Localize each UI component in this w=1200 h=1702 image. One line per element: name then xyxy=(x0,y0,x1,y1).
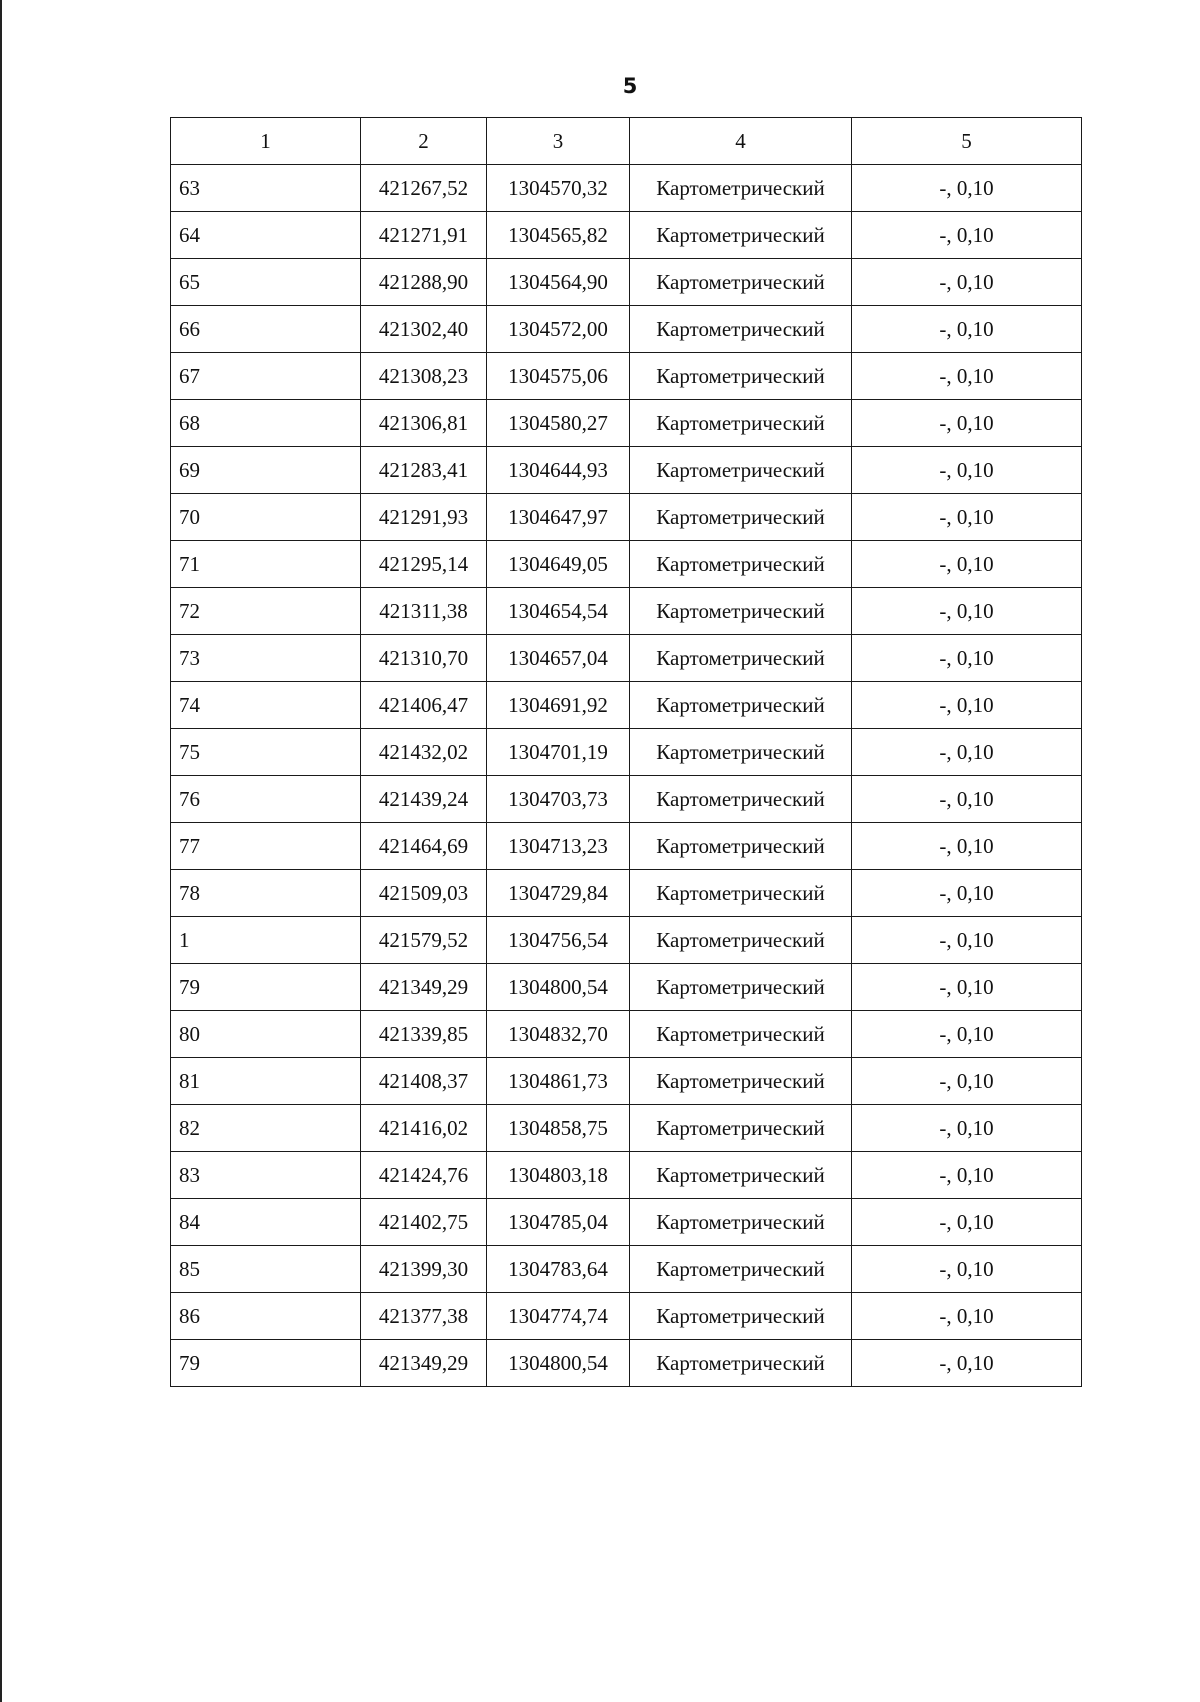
point-number-cell: 68 xyxy=(171,400,361,447)
method-cell: Картометрический xyxy=(630,353,852,400)
y-coordinate-cell: 1304647,97 xyxy=(487,494,630,541)
table-row xyxy=(171,165,1082,212)
method-cell: Картометрический xyxy=(630,165,852,212)
method-cell: Картометрический xyxy=(630,1011,852,1058)
accuracy-cell: -, 0,10 xyxy=(852,400,1082,447)
table-row xyxy=(171,964,1082,1011)
point-number-cell: 1 xyxy=(171,917,361,964)
accuracy-cell: -, 0,10 xyxy=(852,259,1082,306)
method-cell: Картометрический xyxy=(630,870,852,917)
accuracy-cell: -, 0,10 xyxy=(852,917,1082,964)
table-row xyxy=(171,917,1082,964)
method-cell: Картометрический xyxy=(630,776,852,823)
point-number-cell: 67 xyxy=(171,353,361,400)
point-number-cell: 71 xyxy=(171,541,361,588)
column-header: 4 xyxy=(630,118,852,165)
column-header: 3 xyxy=(487,118,630,165)
point-number-cell: 86 xyxy=(171,1293,361,1340)
accuracy-cell: -, 0,10 xyxy=(852,870,1082,917)
y-coordinate-cell: 1304803,18 xyxy=(487,1152,630,1199)
x-coordinate-cell: 421439,24 xyxy=(361,776,487,823)
accuracy-cell: -, 0,10 xyxy=(852,447,1082,494)
x-coordinate-cell: 421306,81 xyxy=(361,400,487,447)
method-cell: Картометрический xyxy=(630,729,852,776)
method-cell: Картометрический xyxy=(630,447,852,494)
point-number-cell: 75 xyxy=(171,729,361,776)
method-cell: Картометрический xyxy=(630,259,852,306)
y-coordinate-cell: 1304691,92 xyxy=(487,682,630,729)
method-cell: Картометрический xyxy=(630,494,852,541)
method-cell: Картометрический xyxy=(630,1152,852,1199)
table-row xyxy=(171,1293,1082,1340)
y-coordinate-cell: 1304565,82 xyxy=(487,212,630,259)
table-row xyxy=(171,729,1082,776)
accuracy-cell: -, 0,10 xyxy=(852,1058,1082,1105)
x-coordinate-cell: 421406,47 xyxy=(361,682,487,729)
table-row xyxy=(171,1340,1082,1387)
accuracy-cell: -, 0,10 xyxy=(852,1011,1082,1058)
method-cell: Картометрический xyxy=(630,541,852,588)
x-coordinate-cell: 421295,14 xyxy=(361,541,487,588)
point-number-cell: 69 xyxy=(171,447,361,494)
point-number-cell: 81 xyxy=(171,1058,361,1105)
x-coordinate-cell: 421464,69 xyxy=(361,823,487,870)
method-cell: Картометрический xyxy=(630,588,852,635)
accuracy-cell: -, 0,10 xyxy=(852,1199,1082,1246)
accuracy-cell: -, 0,10 xyxy=(852,823,1082,870)
method-cell: Картометрический xyxy=(630,635,852,682)
table-row xyxy=(171,494,1082,541)
table-row xyxy=(171,823,1082,870)
y-coordinate-cell: 1304858,75 xyxy=(487,1105,630,1152)
method-cell: Картометрический xyxy=(630,1199,852,1246)
x-coordinate-cell: 421349,29 xyxy=(361,1340,487,1387)
y-coordinate-cell: 1304649,05 xyxy=(487,541,630,588)
scan-edge xyxy=(0,0,2,1702)
table-row xyxy=(171,353,1082,400)
column-header: 2 xyxy=(361,118,487,165)
y-coordinate-cell: 1304800,54 xyxy=(487,1340,630,1387)
point-number-cell: 85 xyxy=(171,1246,361,1293)
method-cell: Картометрический xyxy=(630,1058,852,1105)
y-coordinate-cell: 1304654,54 xyxy=(487,588,630,635)
x-coordinate-cell: 421432,02 xyxy=(361,729,487,776)
table-row xyxy=(171,682,1082,729)
y-coordinate-cell: 1304580,27 xyxy=(487,400,630,447)
point-number-cell: 84 xyxy=(171,1199,361,1246)
column-header: 5 xyxy=(852,118,1082,165)
y-coordinate-cell: 1304832,70 xyxy=(487,1011,630,1058)
x-coordinate-cell: 421377,38 xyxy=(361,1293,487,1340)
table-row xyxy=(171,259,1082,306)
method-cell: Картометрический xyxy=(630,306,852,353)
column-header: 1 xyxy=(171,118,361,165)
x-coordinate-cell: 421267,52 xyxy=(361,165,487,212)
table-row xyxy=(171,306,1082,353)
y-coordinate-cell: 1304644,93 xyxy=(487,447,630,494)
y-coordinate-cell: 1304861,73 xyxy=(487,1058,630,1105)
method-cell: Картометрический xyxy=(630,1293,852,1340)
table-row xyxy=(171,1105,1082,1152)
x-coordinate-cell: 421408,37 xyxy=(361,1058,487,1105)
point-number-cell: 72 xyxy=(171,588,361,635)
table-header-row xyxy=(171,118,1082,165)
table-row xyxy=(171,400,1082,447)
accuracy-cell: -, 0,10 xyxy=(852,212,1082,259)
table-row xyxy=(171,1199,1082,1246)
accuracy-cell: -, 0,10 xyxy=(852,1293,1082,1340)
x-coordinate-cell: 421509,03 xyxy=(361,870,487,917)
table-row xyxy=(171,447,1082,494)
coordinates-table xyxy=(170,117,1082,1387)
accuracy-cell: -, 0,10 xyxy=(852,588,1082,635)
accuracy-cell: -, 0,10 xyxy=(852,1152,1082,1199)
method-cell: Картометрический xyxy=(630,964,852,1011)
accuracy-cell: -, 0,10 xyxy=(852,1340,1082,1387)
point-number-cell: 63 xyxy=(171,165,361,212)
x-coordinate-cell: 421283,41 xyxy=(361,447,487,494)
table-row xyxy=(171,1058,1082,1105)
point-number-cell: 83 xyxy=(171,1152,361,1199)
point-number-cell: 66 xyxy=(171,306,361,353)
y-coordinate-cell: 1304800,54 xyxy=(487,964,630,1011)
x-coordinate-cell: 421308,23 xyxy=(361,353,487,400)
point-number-cell: 78 xyxy=(171,870,361,917)
x-coordinate-cell: 421579,52 xyxy=(361,917,487,964)
accuracy-cell: -, 0,10 xyxy=(852,635,1082,682)
table-row xyxy=(171,1246,1082,1293)
point-number-cell: 77 xyxy=(171,823,361,870)
method-cell: Картометрический xyxy=(630,400,852,447)
x-coordinate-cell: 421416,02 xyxy=(361,1105,487,1152)
y-coordinate-cell: 1304785,04 xyxy=(487,1199,630,1246)
accuracy-cell: -, 0,10 xyxy=(852,306,1082,353)
table-row xyxy=(171,541,1082,588)
y-coordinate-cell: 1304703,73 xyxy=(487,776,630,823)
method-cell: Картометрический xyxy=(630,1105,852,1152)
x-coordinate-cell: 421291,93 xyxy=(361,494,487,541)
y-coordinate-cell: 1304575,06 xyxy=(487,353,630,400)
point-number-cell: 82 xyxy=(171,1105,361,1152)
y-coordinate-cell: 1304572,00 xyxy=(487,306,630,353)
accuracy-cell: -, 0,10 xyxy=(852,964,1082,1011)
point-number-cell: 79 xyxy=(171,1340,361,1387)
y-coordinate-cell: 1304570,32 xyxy=(487,165,630,212)
point-number-cell: 79 xyxy=(171,964,361,1011)
page-number: 5 xyxy=(622,74,638,98)
table-row xyxy=(171,588,1082,635)
x-coordinate-cell: 421311,38 xyxy=(361,588,487,635)
accuracy-cell: -, 0,10 xyxy=(852,729,1082,776)
table-row xyxy=(171,1152,1082,1199)
point-number-cell: 80 xyxy=(171,1011,361,1058)
x-coordinate-cell: 421402,75 xyxy=(361,1199,487,1246)
accuracy-cell: -, 0,10 xyxy=(852,353,1082,400)
accuracy-cell: -, 0,10 xyxy=(852,776,1082,823)
method-cell: Картометрический xyxy=(630,917,852,964)
point-number-cell: 76 xyxy=(171,776,361,823)
accuracy-cell: -, 0,10 xyxy=(852,682,1082,729)
x-coordinate-cell: 421302,40 xyxy=(361,306,487,353)
y-coordinate-cell: 1304564,90 xyxy=(487,259,630,306)
x-coordinate-cell: 421310,70 xyxy=(361,635,487,682)
table-body xyxy=(171,165,1082,1387)
accuracy-cell: -, 0,10 xyxy=(852,1246,1082,1293)
table-row xyxy=(171,870,1082,917)
x-coordinate-cell: 421349,29 xyxy=(361,964,487,1011)
point-number-cell: 73 xyxy=(171,635,361,682)
y-coordinate-cell: 1304783,64 xyxy=(487,1246,630,1293)
y-coordinate-cell: 1304657,04 xyxy=(487,635,630,682)
point-number-cell: 74 xyxy=(171,682,361,729)
y-coordinate-cell: 1304729,84 xyxy=(487,870,630,917)
accuracy-cell: -, 0,10 xyxy=(852,165,1082,212)
y-coordinate-cell: 1304756,54 xyxy=(487,917,630,964)
accuracy-cell: -, 0,10 xyxy=(852,541,1082,588)
point-number-cell: 64 xyxy=(171,212,361,259)
y-coordinate-cell: 1304701,19 xyxy=(487,729,630,776)
x-coordinate-cell: 421424,76 xyxy=(361,1152,487,1199)
x-coordinate-cell: 421288,90 xyxy=(361,259,487,306)
table-row xyxy=(171,1011,1082,1058)
x-coordinate-cell: 421271,91 xyxy=(361,212,487,259)
table-row xyxy=(171,635,1082,682)
x-coordinate-cell: 421339,85 xyxy=(361,1011,487,1058)
table-row xyxy=(171,776,1082,823)
point-number-cell: 65 xyxy=(171,259,361,306)
accuracy-cell: -, 0,10 xyxy=(852,494,1082,541)
y-coordinate-cell: 1304713,23 xyxy=(487,823,630,870)
y-coordinate-cell: 1304774,74 xyxy=(487,1293,630,1340)
method-cell: Картометрический xyxy=(630,1340,852,1387)
method-cell: Картометрический xyxy=(630,1246,852,1293)
method-cell: Картометрический xyxy=(630,823,852,870)
accuracy-cell: -, 0,10 xyxy=(852,1105,1082,1152)
method-cell: Картометрический xyxy=(630,212,852,259)
point-number-cell: 70 xyxy=(171,494,361,541)
table-row xyxy=(171,212,1082,259)
method-cell: Картометрический xyxy=(630,682,852,729)
x-coordinate-cell: 421399,30 xyxy=(361,1246,487,1293)
